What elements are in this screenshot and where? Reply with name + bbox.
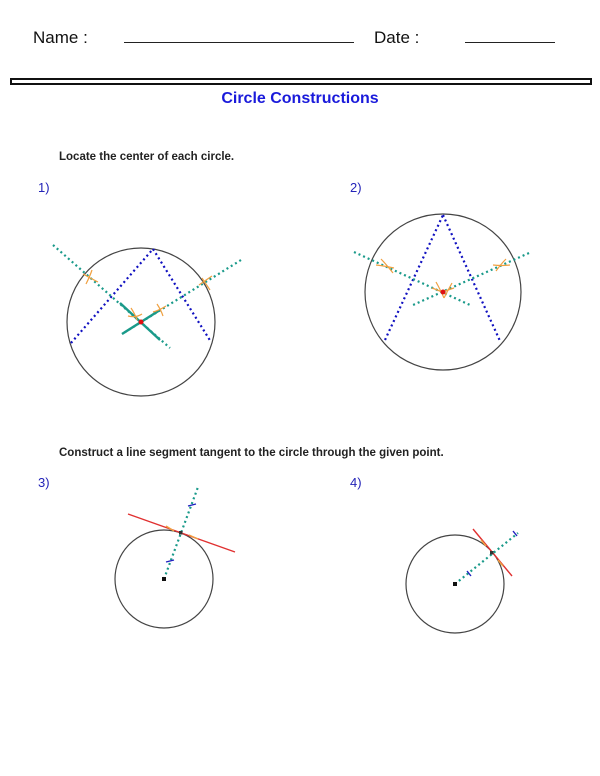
chord-2b	[443, 215, 500, 341]
instruction-construct-tangent: Construct a line segment tangent to the circle through the given point.	[59, 447, 444, 459]
chord-1b	[153, 249, 211, 342]
problem-number-1: 1)	[38, 180, 50, 195]
figure-1	[53, 245, 241, 396]
center-point-2	[441, 290, 446, 295]
figure-4	[406, 529, 518, 633]
center-point-3	[162, 577, 166, 581]
date-label: Date :	[374, 28, 420, 47]
center-point-4	[453, 582, 457, 586]
center-point-1	[139, 320, 144, 325]
page-title: Circle Constructions	[221, 90, 379, 107]
chord-2a	[385, 215, 443, 340]
name-label: Name :	[33, 28, 88, 47]
radius-extension-4	[455, 533, 518, 584]
problem-number-3: 3)	[38, 475, 50, 490]
chord-1a	[71, 249, 153, 343]
bisector-2b	[413, 253, 529, 305]
arc-marks-1	[83, 270, 212, 320]
figure-2	[354, 214, 529, 370]
problem-number-2: 2)	[350, 180, 362, 195]
problem-number-4: 4)	[350, 475, 362, 490]
instruction-locate-center: Locate the center of each circle.	[59, 151, 235, 163]
tangent-point-3	[179, 531, 183, 535]
tangent-point-4	[490, 551, 494, 555]
figure-3	[115, 487, 235, 628]
